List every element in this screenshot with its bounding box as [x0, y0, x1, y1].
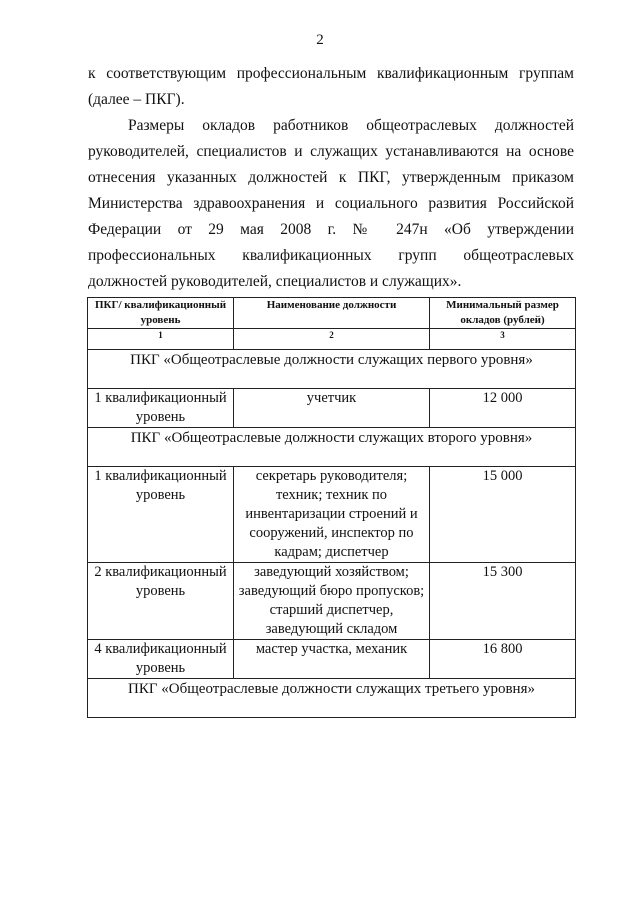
group-title: ПКГ «Общеотраслевые должности служащих третьего уровня» — [88, 679, 576, 718]
level-cell: 1 квалификационный уровень — [88, 389, 234, 428]
column-number: 3 — [430, 329, 576, 350]
level-cell: 2 квалификационный уровень — [88, 563, 234, 640]
salary-cell: 15 300 — [430, 563, 576, 640]
level-cell: 1 квалификационный уровень — [88, 467, 234, 563]
table-row — [88, 467, 576, 563]
salary-cell: 15 000 — [430, 467, 576, 563]
group-title: ПКГ «Общеотраслевые должности служащих второго уровня» — [88, 428, 576, 467]
table-row — [88, 640, 576, 679]
group-row — [88, 679, 576, 718]
salary-cell: 16 800 — [430, 640, 576, 679]
table-row — [88, 389, 576, 428]
body-paragraph — [88, 113, 574, 295]
table-row — [88, 563, 576, 640]
intro-paragraph — [88, 61, 574, 113]
position-cell: учетчик — [234, 389, 430, 428]
position-cell: заведующий хозяйством; заведующий бюро пропусков; старший диспетчер, заведующий складом — [234, 563, 430, 640]
group-row — [88, 428, 576, 467]
paragraph-2: Размеры окладов работников общеотраслевых должностей руководителей, специалистов и служащих устанавливаются на основе отнесения указанных должностей к ПКГ, утвержденным приказом Министерства здравоохранения и социального развития Российской Федерации от 29 мая 2008 г. № 247н «Об утверждении профессиональных квалификационных групп общеотраслевых должностей руководителей, специалистов и служащих». — [88, 117, 574, 290]
position-cell: секретарь руководителя; техник; техник по инвентаризации строений и сооружений, инспектор по кадрам; диспетчер — [234, 467, 430, 563]
paragraph-1: к соответствующим профессиональным квалификационным группам (далее – ПКГ). — [88, 65, 574, 108]
table-header-row — [88, 298, 576, 329]
column-number-row — [88, 329, 576, 350]
level-cell: 4 квалификационный уровень — [88, 640, 234, 679]
header-position-name: Наименование должности — [234, 298, 430, 329]
salary-table — [87, 297, 576, 718]
group-title: ПКГ «Общеотраслевые должности служащих первого уровня» — [88, 350, 576, 389]
page-number: 2 — [316, 32, 324, 48]
position-cell: мастер участка, механик — [234, 640, 430, 679]
group-row — [88, 350, 576, 389]
header-qualification-level: ПКГ/ квалификационный уровень — [88, 298, 234, 329]
header-min-salary: Минимальный размер окладов (рублей) — [430, 298, 576, 329]
column-number: 2 — [234, 329, 430, 350]
salary-cell: 12 000 — [430, 389, 576, 428]
column-number: 1 — [88, 329, 234, 350]
